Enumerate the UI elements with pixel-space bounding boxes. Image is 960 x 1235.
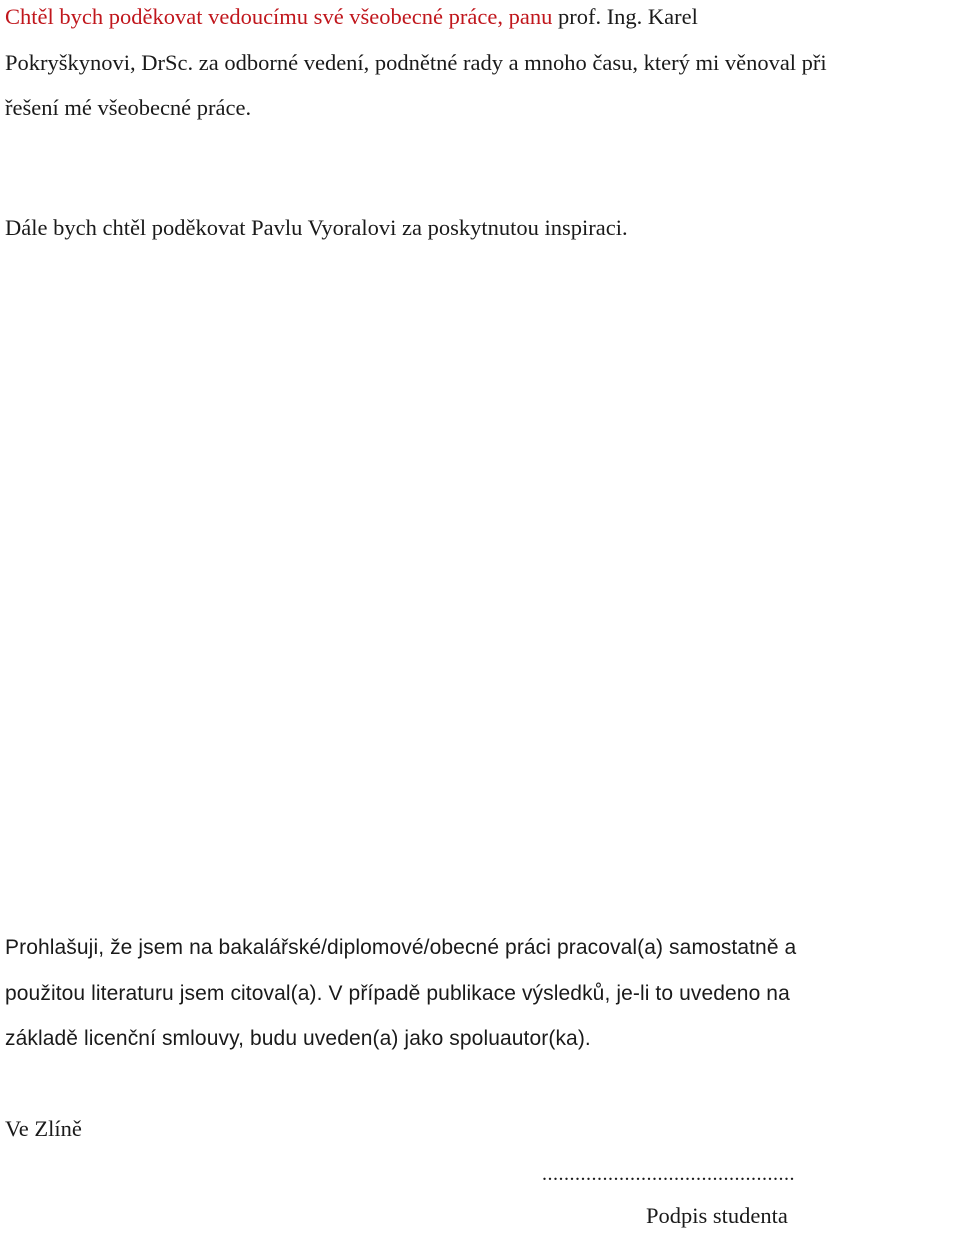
acknowledgement-line-1	[5, 3, 698, 31]
signature-label: Podpis studenta	[646, 1203, 788, 1228]
thanks-line-1: Dále bych chtěl poděkovat Pavlu Vyoralovi za poskytnutou inspiraci.	[5, 215, 628, 240]
signature-line: ..............................................	[542, 1163, 795, 1185]
acknowledgement-highlighted-text: Chtěl bych poděkovat vedoucímu své všeobecné práce, panu	[5, 4, 553, 29]
acknowledgement-line-3: řešení mé všeobecné práce.	[5, 95, 252, 120]
declaration-line-2: použitou literaturu jsem citoval(a). V případě publikace výsledků, je-li to uvedeno na	[5, 982, 790, 1005]
acknowledgement-line-2: Pokryškynovi, DrSc. za odborné vedení, podnětné rady a mnoho času, který mi věnoval při	[5, 50, 827, 75]
declaration-line-3: základě licenční smlouvy, budu uveden(a) jako spoluautor(ka).	[5, 1027, 591, 1050]
place-label: Ve Zlíně	[5, 1116, 82, 1141]
declaration-line-1: Prohlašuji, že jsem na bakalářské/diplomové/obecné práci pracoval(a) samostatně a	[5, 936, 797, 959]
acknowledgement-line-1-rest: prof. Ing. Karel	[552, 4, 698, 29]
